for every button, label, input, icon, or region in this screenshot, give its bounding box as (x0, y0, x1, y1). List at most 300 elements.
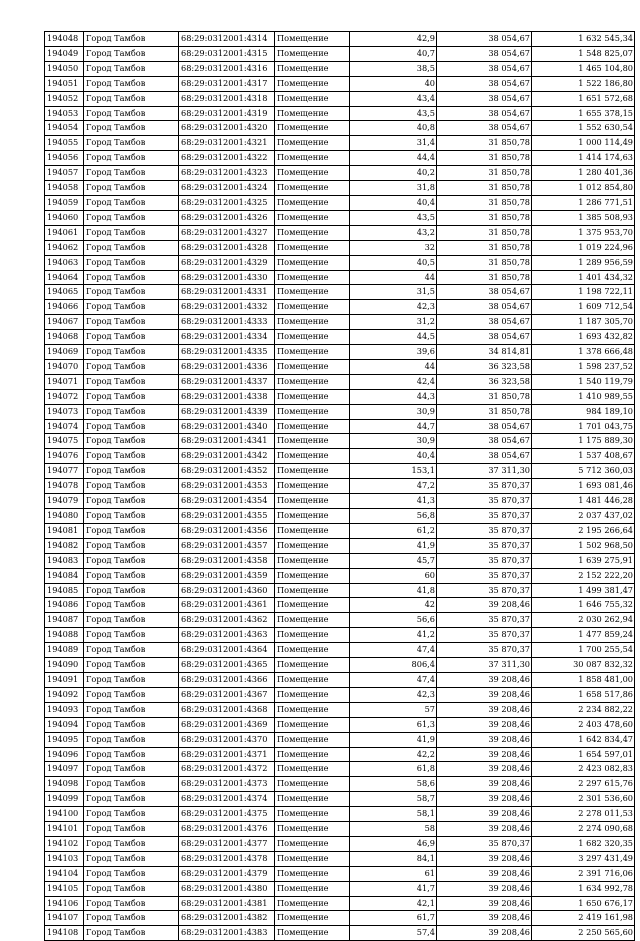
area-cell: 41,8 (350, 583, 437, 598)
area-cell: 40,2 (350, 166, 437, 181)
area-cell: 44,3 (350, 389, 437, 404)
cadastral-value-cell: 2 423 082,83 (532, 762, 635, 777)
cadastral-value-cell: 1 682 320,35 (532, 836, 635, 851)
city-cell: Город Тамбов (84, 255, 179, 270)
area-cell: 42,2 (350, 747, 437, 762)
row-id-cell: 194087 (45, 613, 84, 628)
object-type-cell: Помещение (275, 896, 350, 911)
unit-price-cell: 39 208,46 (437, 911, 532, 926)
area-cell: 30,9 (350, 434, 437, 449)
row-id-cell: 194052 (45, 91, 84, 106)
table-row (45, 494, 635, 509)
unit-price-cell: 38 054,67 (437, 76, 532, 91)
object-type-cell: Помещение (275, 374, 350, 389)
city-cell: Город Тамбов (84, 881, 179, 896)
row-id-cell: 194097 (45, 762, 84, 777)
city-cell: Город Тамбов (84, 389, 179, 404)
table-row (45, 881, 635, 896)
city-cell: Город Тамбов (84, 61, 179, 76)
row-id-cell: 194066 (45, 300, 84, 315)
table-row (45, 568, 635, 583)
unit-price-cell: 39 208,46 (437, 896, 532, 911)
unit-price-cell: 38 054,67 (437, 46, 532, 61)
area-cell: 43,2 (350, 225, 437, 240)
city-cell: Город Тамбов (84, 300, 179, 315)
cadastral-value-cell: 2 301 536,60 (532, 792, 635, 807)
object-type-cell: Помещение (275, 404, 350, 419)
table-row (45, 270, 635, 285)
city-cell: Город Тамбов (84, 240, 179, 255)
row-id-cell: 194108 (45, 926, 84, 941)
area-cell: 58 (350, 822, 437, 837)
object-type-cell: Помещение (275, 464, 350, 479)
cadastral-number-cell: 68:29:0312001:4314 (179, 32, 275, 47)
object-type-cell: Помещение (275, 46, 350, 61)
unit-price-cell: 38 054,67 (437, 315, 532, 330)
table-row (45, 762, 635, 777)
object-type-cell: Помещение (275, 76, 350, 91)
cadastral-value-cell: 1 650 676,17 (532, 896, 635, 911)
area-cell: 43,5 (350, 106, 437, 121)
object-type-cell: Помещение (275, 747, 350, 762)
table-row (45, 136, 635, 151)
city-cell: Город Тамбов (84, 896, 179, 911)
table-row (45, 792, 635, 807)
area-cell: 60 (350, 568, 437, 583)
city-cell: Город Тамбов (84, 106, 179, 121)
cadastral-number-cell: 68:29:0312001:4334 (179, 330, 275, 345)
cadastral-number-cell: 68:29:0312001:4363 (179, 628, 275, 643)
city-cell: Город Тамбов (84, 315, 179, 330)
cadastral-number-cell: 68:29:0312001:4358 (179, 553, 275, 568)
cadastral-number-cell: 68:29:0312001:4341 (179, 434, 275, 449)
area-cell: 44,5 (350, 330, 437, 345)
cadastral-number-cell: 68:29:0312001:4331 (179, 285, 275, 300)
object-type-cell: Помещение (275, 479, 350, 494)
cadastral-value-cell: 1 655 378,15 (532, 106, 635, 121)
table-row (45, 836, 635, 851)
table-row (45, 687, 635, 702)
cadastral-number-cell: 68:29:0312001:4330 (179, 270, 275, 285)
cadastral-value-cell: 1 375 953,70 (532, 225, 635, 240)
area-cell: 44 (350, 270, 437, 285)
cadastral-value-cell: 1 401 434,32 (532, 270, 635, 285)
unit-price-cell: 31 850,78 (437, 240, 532, 255)
row-id-cell: 194085 (45, 583, 84, 598)
object-type-cell: Помещение (275, 792, 350, 807)
area-cell: 38,5 (350, 61, 437, 76)
city-cell: Город Тамбов (84, 792, 179, 807)
cadastral-number-cell: 68:29:0312001:4328 (179, 240, 275, 255)
unit-price-cell: 35 870,37 (437, 583, 532, 598)
object-type-cell: Помещение (275, 732, 350, 747)
unit-price-cell: 35 870,37 (437, 479, 532, 494)
object-type-cell: Помещение (275, 330, 350, 345)
area-cell: 31,5 (350, 285, 437, 300)
city-cell: Город Тамбов (84, 419, 179, 434)
object-type-cell: Помещение (275, 911, 350, 926)
area-cell: 43,4 (350, 91, 437, 106)
table-row (45, 613, 635, 628)
cadastral-number-cell: 68:29:0312001:4327 (179, 225, 275, 240)
cadastral-value-cell: 1 548 825,07 (532, 46, 635, 61)
table-row (45, 181, 635, 196)
cadastral-value-cell: 2 278 011,53 (532, 807, 635, 822)
table-row (45, 389, 635, 404)
cadastral-value-cell: 1 646 755,32 (532, 598, 635, 613)
table-row (45, 866, 635, 881)
cadastral-value-cell: 1 693 081,46 (532, 479, 635, 494)
row-id-cell: 194069 (45, 345, 84, 360)
cadastral-number-cell: 68:29:0312001:4383 (179, 926, 275, 941)
unit-price-cell: 35 870,37 (437, 568, 532, 583)
city-cell: Город Тамбов (84, 225, 179, 240)
table-row (45, 628, 635, 643)
table-row (45, 419, 635, 434)
row-id-cell: 194106 (45, 896, 84, 911)
unit-price-cell: 38 054,67 (437, 419, 532, 434)
object-type-cell: Помещение (275, 822, 350, 837)
city-cell: Город Тамбов (84, 32, 179, 47)
area-cell: 153,1 (350, 464, 437, 479)
area-cell: 42 (350, 598, 437, 613)
city-cell: Город Тамбов (84, 494, 179, 509)
city-cell: Город Тамбов (84, 330, 179, 345)
cadastral-number-cell: 68:29:0312001:4352 (179, 464, 275, 479)
row-id-cell: 194080 (45, 509, 84, 524)
row-id-cell: 194056 (45, 151, 84, 166)
object-type-cell: Помещение (275, 225, 350, 240)
city-cell: Город Тамбов (84, 374, 179, 389)
row-id-cell: 194075 (45, 434, 84, 449)
cadastral-number-cell: 68:29:0312001:4319 (179, 106, 275, 121)
object-type-cell: Помещение (275, 851, 350, 866)
unit-price-cell: 35 870,37 (437, 643, 532, 658)
row-id-cell: 194098 (45, 777, 84, 792)
area-cell: 61,2 (350, 523, 437, 538)
area-cell: 47,2 (350, 479, 437, 494)
unit-price-cell: 38 054,67 (437, 434, 532, 449)
unit-price-cell: 39 208,46 (437, 807, 532, 822)
unit-price-cell: 38 054,67 (437, 121, 532, 136)
unit-price-cell: 35 870,37 (437, 553, 532, 568)
city-cell: Город Тамбов (84, 509, 179, 524)
row-id-cell: 194104 (45, 866, 84, 881)
cadastral-value-cell: 3 297 431,49 (532, 851, 635, 866)
unit-price-cell: 31 850,78 (437, 210, 532, 225)
cadastral-number-cell: 68:29:0312001:4381 (179, 896, 275, 911)
unit-price-cell: 39 208,46 (437, 732, 532, 747)
row-id-cell: 194078 (45, 479, 84, 494)
row-id-cell: 194101 (45, 822, 84, 837)
table-row (45, 732, 635, 747)
cadastral-value-cell: 1 414 174,63 (532, 151, 635, 166)
area-cell: 40,5 (350, 255, 437, 270)
table-row (45, 553, 635, 568)
object-type-cell: Помещение (275, 315, 350, 330)
cadastral-number-cell: 68:29:0312001:4360 (179, 583, 275, 598)
table-row (45, 509, 635, 524)
unit-price-cell: 38 054,67 (437, 449, 532, 464)
object-type-cell: Помещение (275, 613, 350, 628)
city-cell: Город Тамбов (84, 449, 179, 464)
object-type-cell: Помещение (275, 553, 350, 568)
unit-price-cell: 36 323,58 (437, 359, 532, 374)
object-type-cell: Помещение (275, 32, 350, 47)
city-cell: Город Тамбов (84, 747, 179, 762)
cadastral-value-cell: 5 712 360,03 (532, 464, 635, 479)
city-cell: Город Тамбов (84, 195, 179, 210)
object-type-cell: Помещение (275, 166, 350, 181)
object-type-cell: Помещение (275, 628, 350, 643)
cadastral-value-cell: 1 198 722,11 (532, 285, 635, 300)
cadastral-value-cell: 1 598 237,52 (532, 359, 635, 374)
table-row (45, 61, 635, 76)
row-id-cell: 194103 (45, 851, 84, 866)
table-row (45, 359, 635, 374)
cadastral-number-cell: 68:29:0312001:4374 (179, 792, 275, 807)
unit-price-cell: 38 054,67 (437, 106, 532, 121)
city-cell: Город Тамбов (84, 628, 179, 643)
cadastral-value-cell: 1 000 114,49 (532, 136, 635, 151)
unit-price-cell: 38 054,67 (437, 61, 532, 76)
city-cell: Город Тамбов (84, 181, 179, 196)
cadastral-number-cell: 68:29:0312001:4369 (179, 717, 275, 732)
cadastral-value-cell: 1 537 408,67 (532, 449, 635, 464)
object-type-cell: Помещение (275, 136, 350, 151)
object-type-cell: Помещение (275, 658, 350, 673)
city-cell: Город Тамбов (84, 836, 179, 851)
object-type-cell: Помещение (275, 300, 350, 315)
area-cell: 57,4 (350, 926, 437, 941)
cadastral-value-cell: 2 234 882,22 (532, 702, 635, 717)
cadastral-value-cell: 2 297 615,76 (532, 777, 635, 792)
city-cell: Город Тамбов (84, 851, 179, 866)
cadastral-value-cell: 1 378 666,48 (532, 345, 635, 360)
city-cell: Город Тамбов (84, 672, 179, 687)
city-cell: Город Тамбов (84, 762, 179, 777)
cadastral-number-cell: 68:29:0312001:4354 (179, 494, 275, 509)
city-cell: Город Тамбов (84, 76, 179, 91)
city-cell: Город Тамбов (84, 404, 179, 419)
cadastral-value-cell: 1 693 432,82 (532, 330, 635, 345)
object-type-cell: Помещение (275, 255, 350, 270)
cadastral-value-cell: 2 250 565,60 (532, 926, 635, 941)
row-id-cell: 194057 (45, 166, 84, 181)
cadastral-value-cell: 1 654 597,01 (532, 747, 635, 762)
area-cell: 40,4 (350, 195, 437, 210)
cadastral-value-cell: 1 858 481,00 (532, 672, 635, 687)
property-table (44, 31, 635, 941)
city-cell: Город Тамбов (84, 911, 179, 926)
cadastral-value-cell: 1 280 401,36 (532, 166, 635, 181)
row-id-cell: 194070 (45, 359, 84, 374)
page-body (44, 31, 633, 938)
row-id-cell: 194100 (45, 807, 84, 822)
city-cell: Город Тамбов (84, 866, 179, 881)
unit-price-cell: 35 870,37 (437, 538, 532, 553)
object-type-cell: Помещение (275, 702, 350, 717)
area-cell: 41,3 (350, 494, 437, 509)
unit-price-cell: 31 850,78 (437, 181, 532, 196)
city-cell: Город Тамбов (84, 643, 179, 658)
area-cell: 40,8 (350, 121, 437, 136)
area-cell: 58,6 (350, 777, 437, 792)
table-row (45, 225, 635, 240)
row-id-cell: 194076 (45, 449, 84, 464)
row-id-cell: 194064 (45, 270, 84, 285)
cadastral-value-cell: 1 019 224,96 (532, 240, 635, 255)
object-type-cell: Помещение (275, 106, 350, 121)
table-row (45, 926, 635, 941)
unit-price-cell: 38 054,67 (437, 285, 532, 300)
cadastral-number-cell: 68:29:0312001:4367 (179, 687, 275, 702)
cadastral-number-cell: 68:29:0312001:4321 (179, 136, 275, 151)
city-cell: Город Тамбов (84, 717, 179, 732)
object-type-cell: Помещение (275, 538, 350, 553)
cadastral-number-cell: 68:29:0312001:4372 (179, 762, 275, 777)
row-id-cell: 194082 (45, 538, 84, 553)
cadastral-number-cell: 68:29:0312001:4382 (179, 911, 275, 926)
cadastral-value-cell: 1 701 043,75 (532, 419, 635, 434)
cadastral-value-cell: 1 642 834,47 (532, 732, 635, 747)
unit-price-cell: 35 870,37 (437, 494, 532, 509)
object-type-cell: Помещение (275, 509, 350, 524)
area-cell: 42,3 (350, 687, 437, 702)
table-row (45, 121, 635, 136)
area-cell: 40,4 (350, 449, 437, 464)
area-cell: 58,1 (350, 807, 437, 822)
table-row (45, 598, 635, 613)
city-cell: Город Тамбов (84, 658, 179, 673)
object-type-cell: Помещение (275, 926, 350, 941)
area-cell: 45,7 (350, 553, 437, 568)
table-row (45, 896, 635, 911)
table-row (45, 330, 635, 345)
unit-price-cell: 35 870,37 (437, 628, 532, 643)
row-id-cell: 194095 (45, 732, 84, 747)
row-id-cell: 194092 (45, 687, 84, 702)
cadastral-value-cell: 984 189,10 (532, 404, 635, 419)
cadastral-number-cell: 68:29:0312001:4365 (179, 658, 275, 673)
city-cell: Город Тамбов (84, 553, 179, 568)
unit-price-cell: 39 208,46 (437, 702, 532, 717)
object-type-cell: Помещение (275, 359, 350, 374)
cadastral-number-cell: 68:29:0312001:4317 (179, 76, 275, 91)
area-cell: 40,7 (350, 46, 437, 61)
row-id-cell: 194071 (45, 374, 84, 389)
cadastral-number-cell: 68:29:0312001:4329 (179, 255, 275, 270)
table-row (45, 464, 635, 479)
unit-price-cell: 39 208,46 (437, 881, 532, 896)
row-id-cell: 194054 (45, 121, 84, 136)
table-row (45, 747, 635, 762)
city-cell: Город Тамбов (84, 777, 179, 792)
row-id-cell: 194049 (45, 46, 84, 61)
cadastral-number-cell: 68:29:0312001:4336 (179, 359, 275, 374)
row-id-cell: 194091 (45, 672, 84, 687)
object-type-cell: Помещение (275, 836, 350, 851)
table-row (45, 717, 635, 732)
object-type-cell: Помещение (275, 643, 350, 658)
row-id-cell: 194063 (45, 255, 84, 270)
unit-price-cell: 35 870,37 (437, 509, 532, 524)
table-row (45, 106, 635, 121)
cadastral-number-cell: 68:29:0312001:4318 (179, 91, 275, 106)
unit-price-cell: 39 208,46 (437, 866, 532, 881)
unit-price-cell: 31 850,78 (437, 389, 532, 404)
area-cell: 39,6 (350, 345, 437, 360)
unit-price-cell: 39 208,46 (437, 762, 532, 777)
row-id-cell: 194067 (45, 315, 84, 330)
table-row (45, 777, 635, 792)
cadastral-number-cell: 68:29:0312001:4356 (179, 523, 275, 538)
city-cell: Город Тамбов (84, 136, 179, 151)
row-id-cell: 194077 (45, 464, 84, 479)
unit-price-cell: 39 208,46 (437, 747, 532, 762)
object-type-cell: Помещение (275, 419, 350, 434)
cadastral-value-cell: 1 187 305,70 (532, 315, 635, 330)
row-id-cell: 194051 (45, 76, 84, 91)
cadastral-number-cell: 68:29:0312001:4379 (179, 866, 275, 881)
cadastral-value-cell: 1 634 992,78 (532, 881, 635, 896)
row-id-cell: 194050 (45, 61, 84, 76)
object-type-cell: Помещение (275, 434, 350, 449)
area-cell: 47,4 (350, 672, 437, 687)
table-row (45, 523, 635, 538)
area-cell: 806,4 (350, 658, 437, 673)
area-cell: 31,4 (350, 136, 437, 151)
unit-price-cell: 39 208,46 (437, 792, 532, 807)
area-cell: 42,9 (350, 32, 437, 47)
unit-price-cell: 31 850,78 (437, 225, 532, 240)
unit-price-cell: 31 850,78 (437, 166, 532, 181)
unit-price-cell: 36 323,58 (437, 374, 532, 389)
cadastral-number-cell: 68:29:0312001:4337 (179, 374, 275, 389)
unit-price-cell: 37 311,30 (437, 464, 532, 479)
object-type-cell: Помещение (275, 494, 350, 509)
cadastral-number-cell: 68:29:0312001:4326 (179, 210, 275, 225)
table-row (45, 702, 635, 717)
area-cell: 57 (350, 702, 437, 717)
unit-price-cell: 31 850,78 (437, 136, 532, 151)
unit-price-cell: 38 054,67 (437, 32, 532, 47)
row-id-cell: 194068 (45, 330, 84, 345)
cadastral-number-cell: 68:29:0312001:4338 (179, 389, 275, 404)
cadastral-value-cell: 1 651 572,68 (532, 91, 635, 106)
table-row (45, 240, 635, 255)
area-cell: 61,7 (350, 911, 437, 926)
unit-price-cell: 39 208,46 (437, 851, 532, 866)
row-id-cell: 194105 (45, 881, 84, 896)
cadastral-number-cell: 68:29:0312001:4355 (179, 509, 275, 524)
city-cell: Город Тамбов (84, 464, 179, 479)
area-cell: 56,6 (350, 613, 437, 628)
unit-price-cell: 35 870,37 (437, 523, 532, 538)
table-row (45, 479, 635, 494)
cadastral-number-cell: 68:29:0312001:4339 (179, 404, 275, 419)
area-cell: 41,7 (350, 881, 437, 896)
unit-price-cell: 31 850,78 (437, 255, 532, 270)
cadastral-value-cell: 1 639 275,91 (532, 553, 635, 568)
cadastral-value-cell: 1 700 255,54 (532, 643, 635, 658)
table-row (45, 404, 635, 419)
cadastral-value-cell: 1 012 854,80 (532, 181, 635, 196)
table-row (45, 643, 635, 658)
city-cell: Город Тамбов (84, 613, 179, 628)
city-cell: Город Тамбов (84, 121, 179, 136)
city-cell: Город Тамбов (84, 434, 179, 449)
